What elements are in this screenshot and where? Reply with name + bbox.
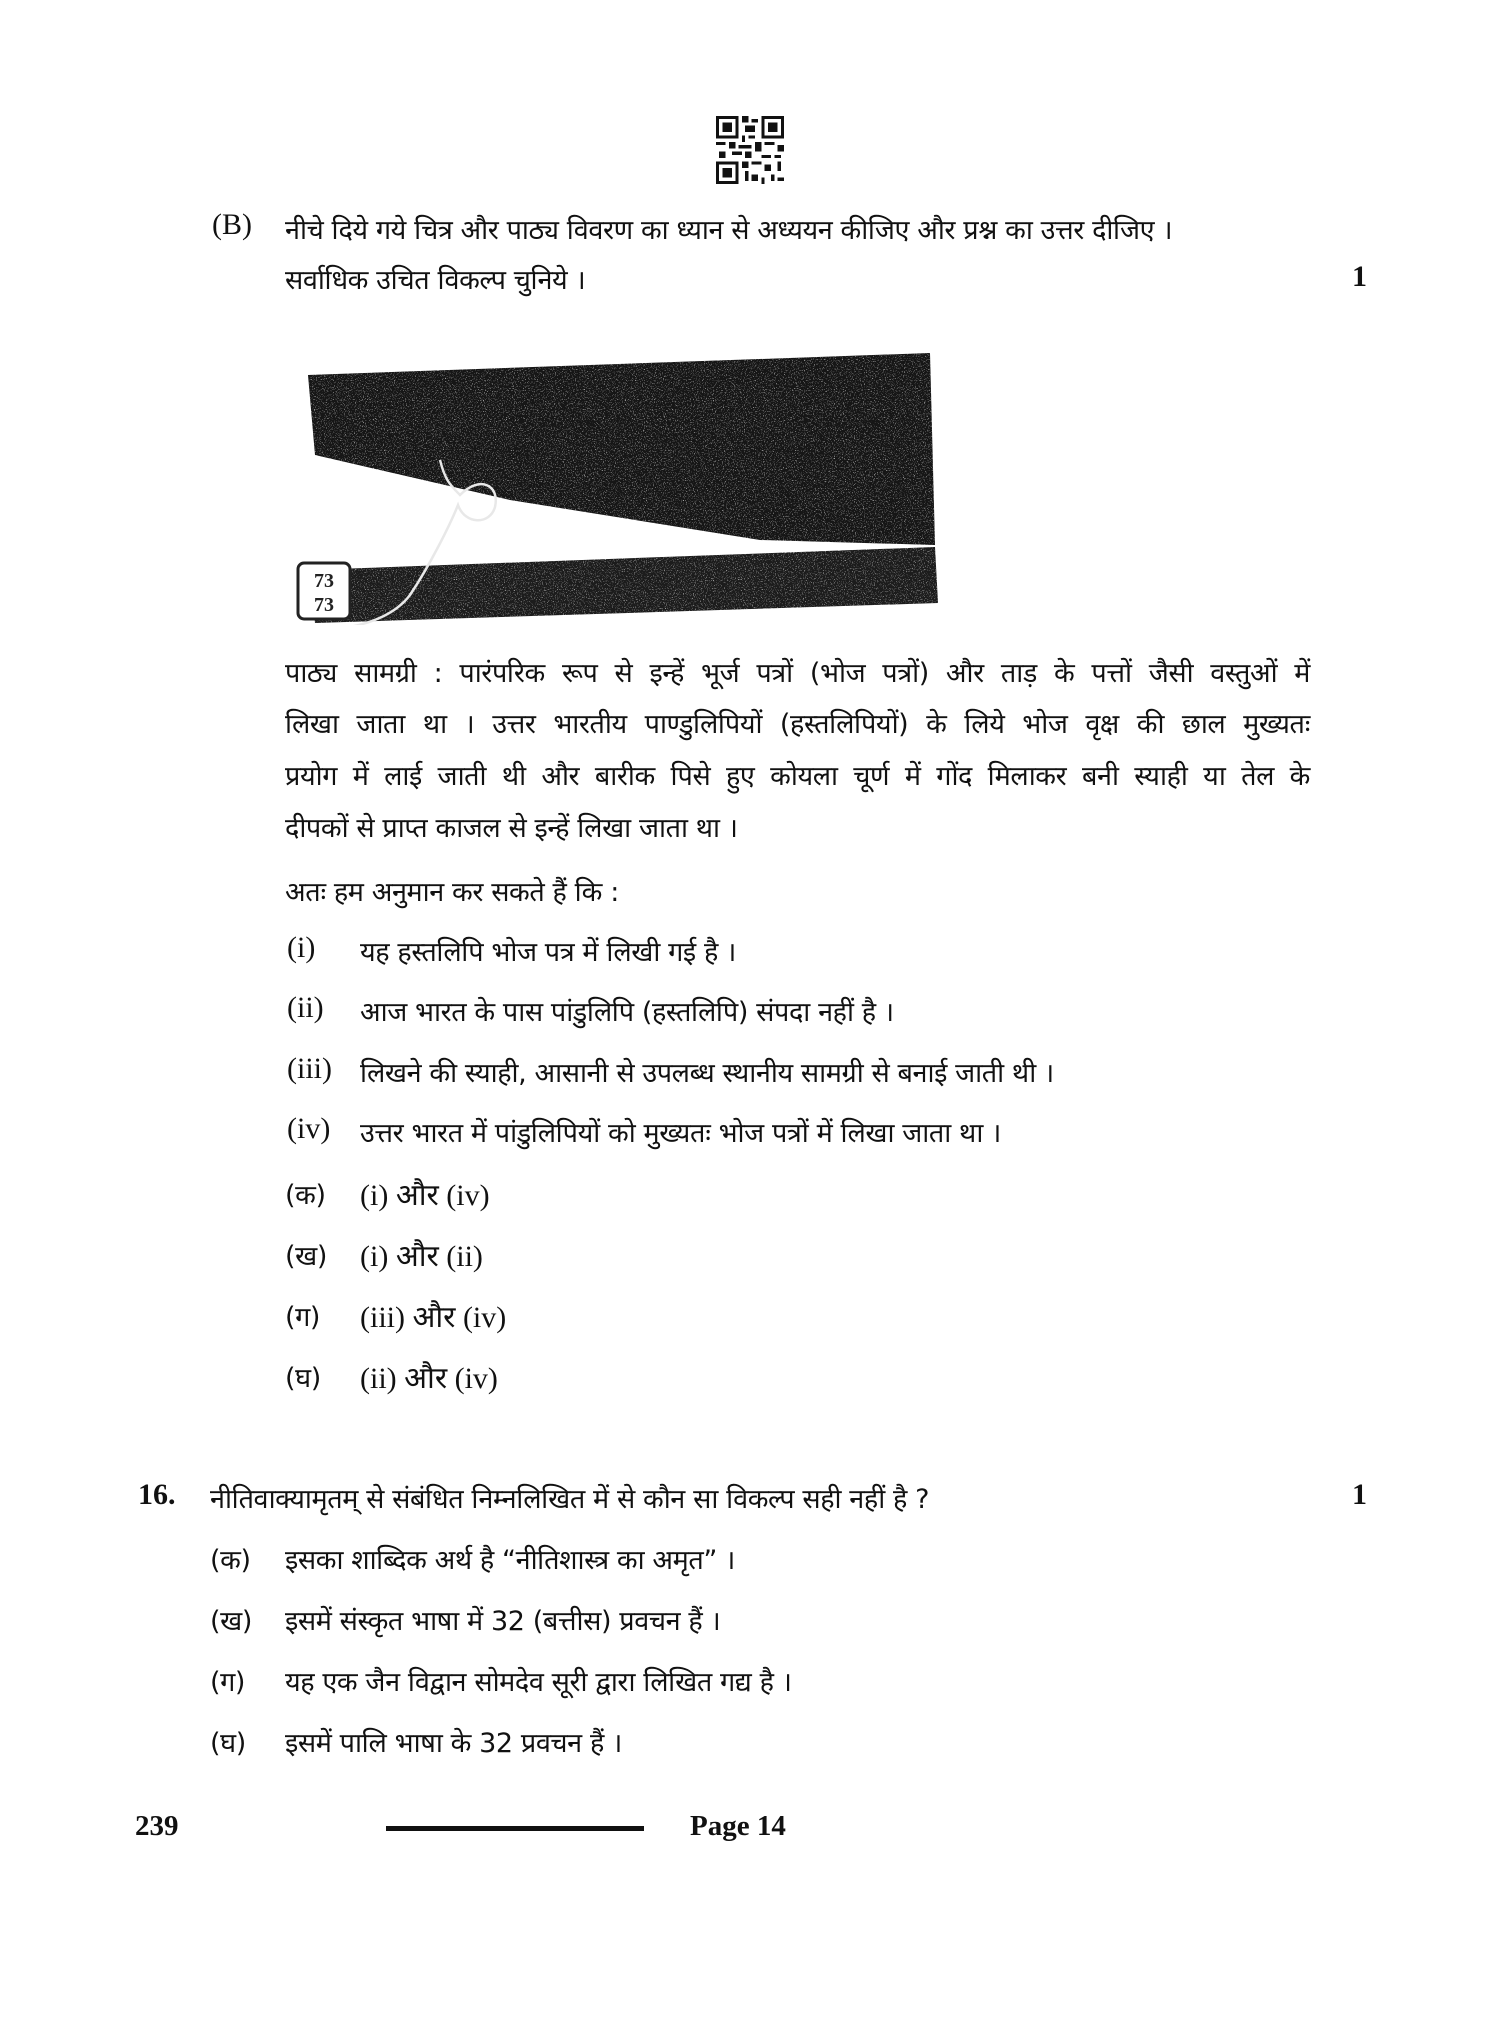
option-marker: (क) bbox=[285, 1180, 326, 1211]
paper-code: 239 bbox=[135, 1810, 179, 1842]
footer-divider bbox=[386, 1826, 644, 1831]
option-marker: (क) bbox=[210, 1545, 251, 1576]
option-marker: (ख) bbox=[210, 1606, 252, 1637]
instruction-line-2: सर्वाधिक उचित विकल्प चुनिये । bbox=[285, 265, 586, 296]
marks-label: 1 bbox=[1352, 1478, 1367, 1511]
marks-label: 1 bbox=[1352, 260, 1367, 293]
passage-line: लिखा जाता था । उत्तर भारतीय पाण्डुलिपियों (हस्तलिपियों) के लिये भोज वृक्ष की छाल मुख्यतः bbox=[285, 709, 1310, 740]
page-number: Page 14 bbox=[690, 1810, 786, 1842]
inference-intro: अतः हम अनुमान कर सकते हैं कि : bbox=[285, 877, 619, 908]
qr-code-icon bbox=[716, 116, 784, 184]
question-number: 16. bbox=[138, 1478, 176, 1511]
option-text: (i) और (iv) bbox=[360, 1179, 490, 1212]
option-marker: (घ) bbox=[210, 1728, 246, 1759]
statement-marker: (iii) bbox=[287, 1052, 332, 1085]
passage-line: पाठ्य सामग्री : पारंपरिक रूप से इन्हें भूर्ज पत्रों (भोज पत्रों) और ताड़ के पत्तों जैसी वस्तुओं में bbox=[285, 658, 1310, 689]
question-text: नीतिवाक्यामृतम् से संबंधित निम्नलिखित में से कौन सा विकल्प सही नहीं है ? bbox=[210, 1484, 930, 1515]
option-text: यह एक जैन विद्वान सोमदेव सूरी द्वारा लिखित गद्य है । bbox=[285, 1667, 792, 1698]
tag-text-2: 73 bbox=[314, 594, 334, 616]
instruction-line-1: नीचे दिये गये चित्र और पाठ्य विवरण का ध्यान से अध्ययन कीजिए और प्रश्न का उत्तर दीजिए । bbox=[285, 215, 1173, 246]
option-marker: (ग) bbox=[285, 1302, 321, 1333]
option-text: इसमें पालि भाषा के 32 प्रवचन हैं । bbox=[285, 1728, 622, 1759]
statement-marker: (iv) bbox=[287, 1112, 331, 1145]
question-label: (B) bbox=[212, 208, 252, 241]
option-text: इसमें संस्कृत भाषा में 32 (बत्तीस) प्रवचन हैं । bbox=[285, 1606, 721, 1637]
statement-text: उत्तर भारत में पांडुलिपियों को मुख्यतः भोज पत्रों में लिखा जाता था । bbox=[360, 1118, 1001, 1149]
statement-text: लिखने की स्याही, आसानी से उपलब्ध स्थानीय सामग्री से बनाई जाती थी । bbox=[360, 1058, 1054, 1089]
passage-line: दीपकों से प्राप्त काजल से इन्हें लिखा जाता था । bbox=[285, 813, 738, 844]
option-marker: (घ) bbox=[285, 1363, 321, 1394]
option-marker: (ख) bbox=[285, 1241, 327, 1272]
option-text: (i) और (ii) bbox=[360, 1240, 483, 1273]
option-text: (iii) और (iv) bbox=[360, 1301, 507, 1334]
statement-text: यह हस्तलिपि भोज पत्र में लिखी गई है । bbox=[360, 937, 736, 968]
option-text: इसका शाब्दिक अर्थ है “नीतिशास्त्र का अमृत” । bbox=[285, 1545, 735, 1576]
statement-marker: (ii) bbox=[287, 991, 324, 1024]
option-marker: (ग) bbox=[210, 1667, 246, 1698]
statement-text: आज भारत के पास पांडुलिपि (हस्तलिपि) संपदा नहीं है । bbox=[360, 997, 894, 1028]
passage-line: प्रयोग में लाई जाती थी और बारीक पिसे हुए कोयला चूर्ण में गोंद मिलाकर बनी स्याही या तेल के bbox=[285, 761, 1310, 792]
tag-text-1: 73 bbox=[314, 570, 334, 592]
manuscript-image bbox=[290, 335, 940, 625]
statement-marker: (i) bbox=[287, 931, 316, 964]
option-text: (ii) और (iv) bbox=[360, 1362, 498, 1395]
